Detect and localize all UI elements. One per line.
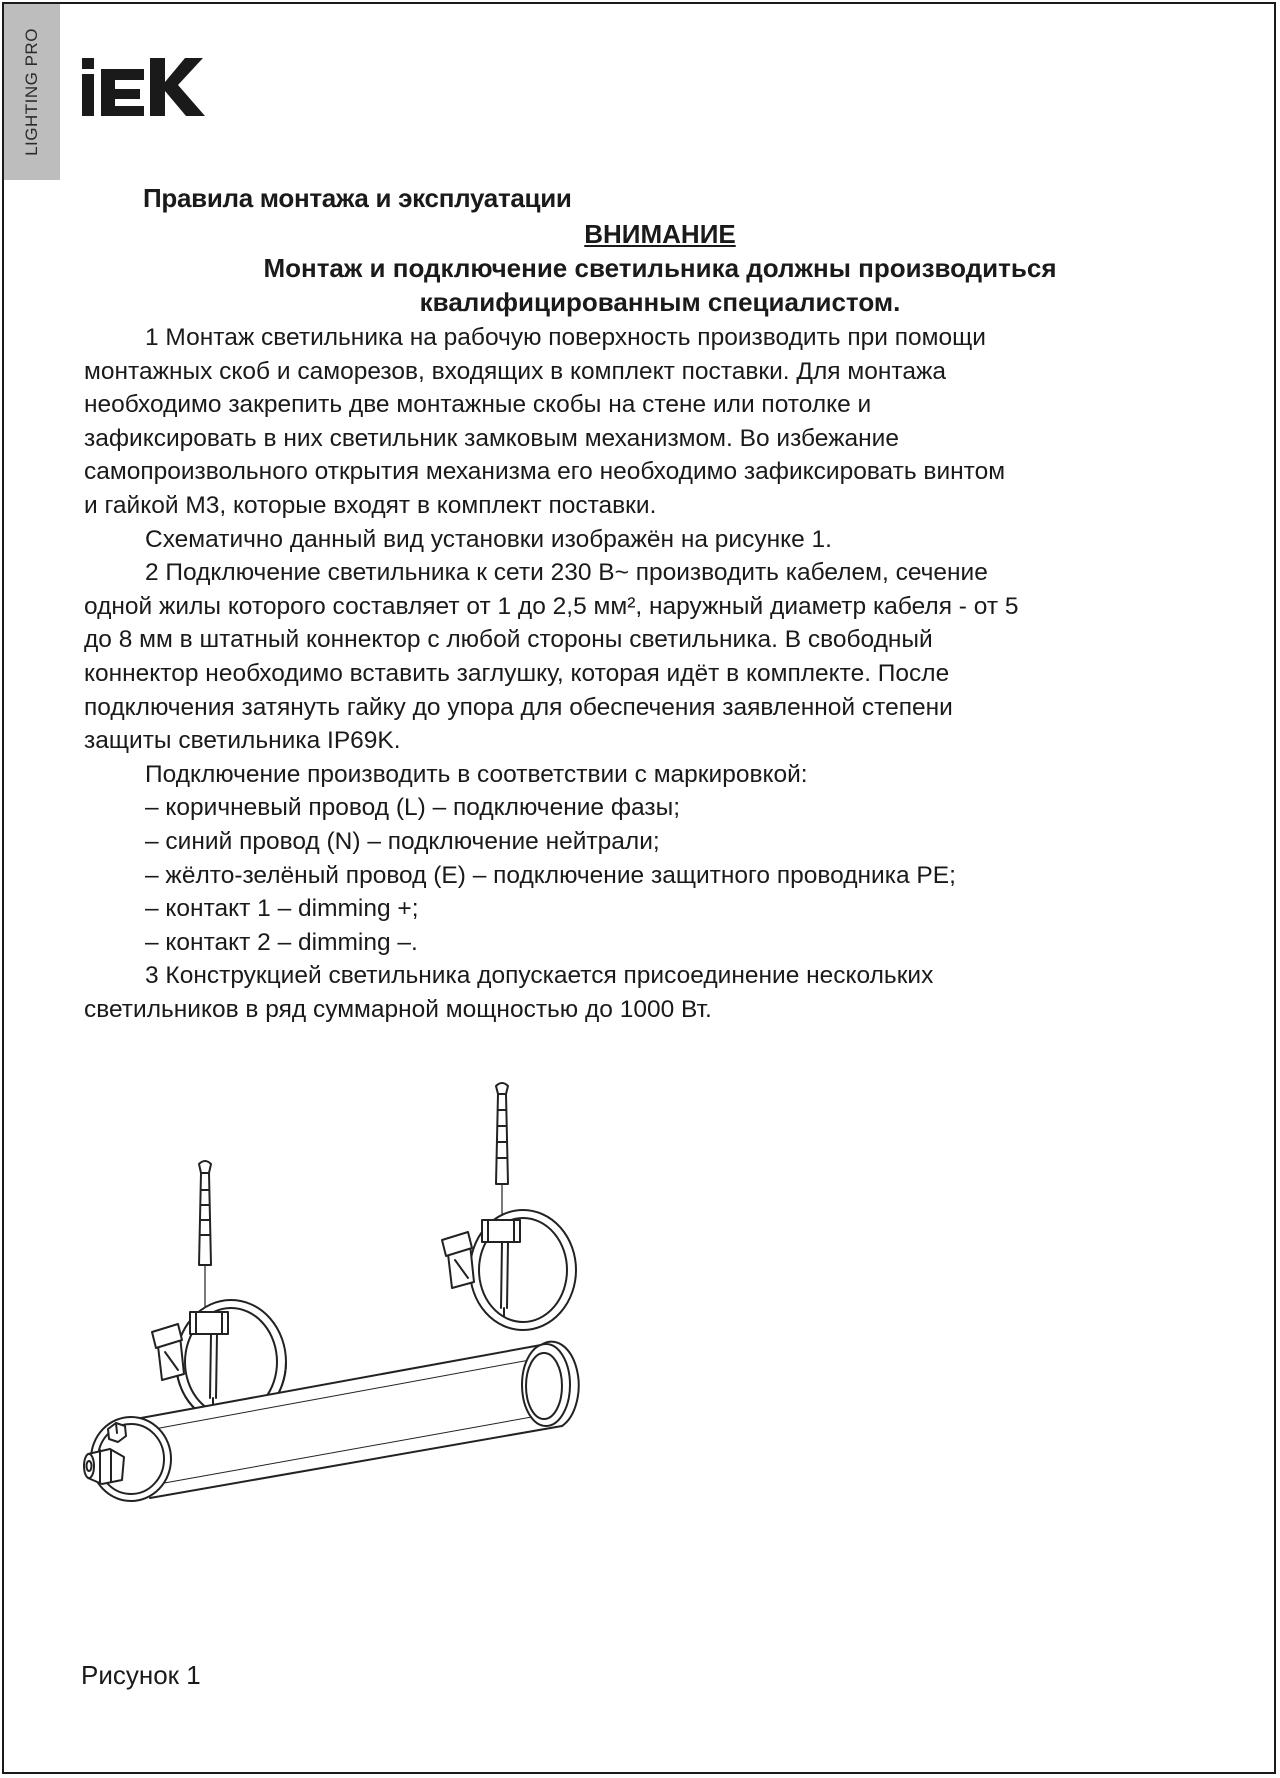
body-line: зафиксировать в них светильник замковым механизмом. Во избежание [84, 424, 899, 452]
body-line: светильников в ряд суммарной мощностью до 1000 Вт. [84, 995, 712, 1023]
side-tab-label: LIGHTING PRO [22, 28, 41, 156]
document-title: Правила монтажа и эксплуатации [143, 183, 572, 213]
body-line: 2 Подключение светильника к сети 230 В~ производить кабелем, сечение [145, 559, 988, 587]
right-dowel [496, 1083, 508, 1220]
body-line: подключения затянуть гайку до упора для обеспечения заявленной степени [84, 693, 953, 721]
right-clamp [442, 1210, 576, 1330]
warning-line: Монтаж и подключение светильника должны производиться [263, 253, 1057, 283]
body-line: одной жилы которого составляет от 1 до 2,5 мм², наружный диаметр кабеля - от 5 [84, 592, 1019, 620]
body-line: необходимо закрепить две монтажные скобы на стене или потолке и [84, 391, 872, 419]
warning-line: квалифицированным специалистом. [419, 287, 901, 317]
body-line: Подключение производить в соответствии с маркировкой: [145, 760, 808, 788]
body-line: монтажных скоб и саморезов, входящих в комплект поставки. Для монтажа [84, 357, 946, 385]
body-line: защиты светильника IP69K. [84, 727, 401, 755]
body-line: – коричневый провод (L) – подключение фазы; [145, 794, 681, 822]
body-line: – контакт 1 – dimming +; [145, 895, 419, 923]
body-line: коннектор необходимо вставить заглушку, которая идёт в комплекте. После [84, 659, 950, 687]
body-line: – синий провод (N) – подключение нейтрали; [145, 827, 660, 855]
body-line: – контакт 2 – dimming –. [145, 928, 418, 956]
body-line: Схематично данный вид установки изображён на рисунке 1. [145, 525, 832, 553]
body-line: и гайкой М3, которые входят в комплект поставки. [84, 491, 657, 519]
body-line: – жёлто-зелёный провод (E) – подключение защитного проводника PE; [145, 861, 956, 889]
body-line: 1 Монтаж светильника на рабочую поверхность производить при помощи [145, 324, 986, 351]
luminaire-tube [84, 1342, 579, 1501]
figure-caption: Рисунок 1 [81, 1660, 201, 1690]
mounting-figure [78, 1080, 638, 1580]
body-line: 3 Конструкцией светильника допускается присоединение нескольких [145, 962, 934, 990]
attention-heading: ВНИМАНИЕ [584, 219, 736, 249]
instructions-body [84, 321, 1194, 1026]
body-line: до 8 мм в штатный коннектор с любой стороны светильника. В свободный [84, 626, 933, 654]
body-line: самопроизвольного открытия механизма его необходимо зафиксировать винтом [84, 458, 1006, 486]
left-dowel [199, 1161, 211, 1312]
side-tab [4, 4, 60, 180]
iek-logo [82, 56, 206, 120]
